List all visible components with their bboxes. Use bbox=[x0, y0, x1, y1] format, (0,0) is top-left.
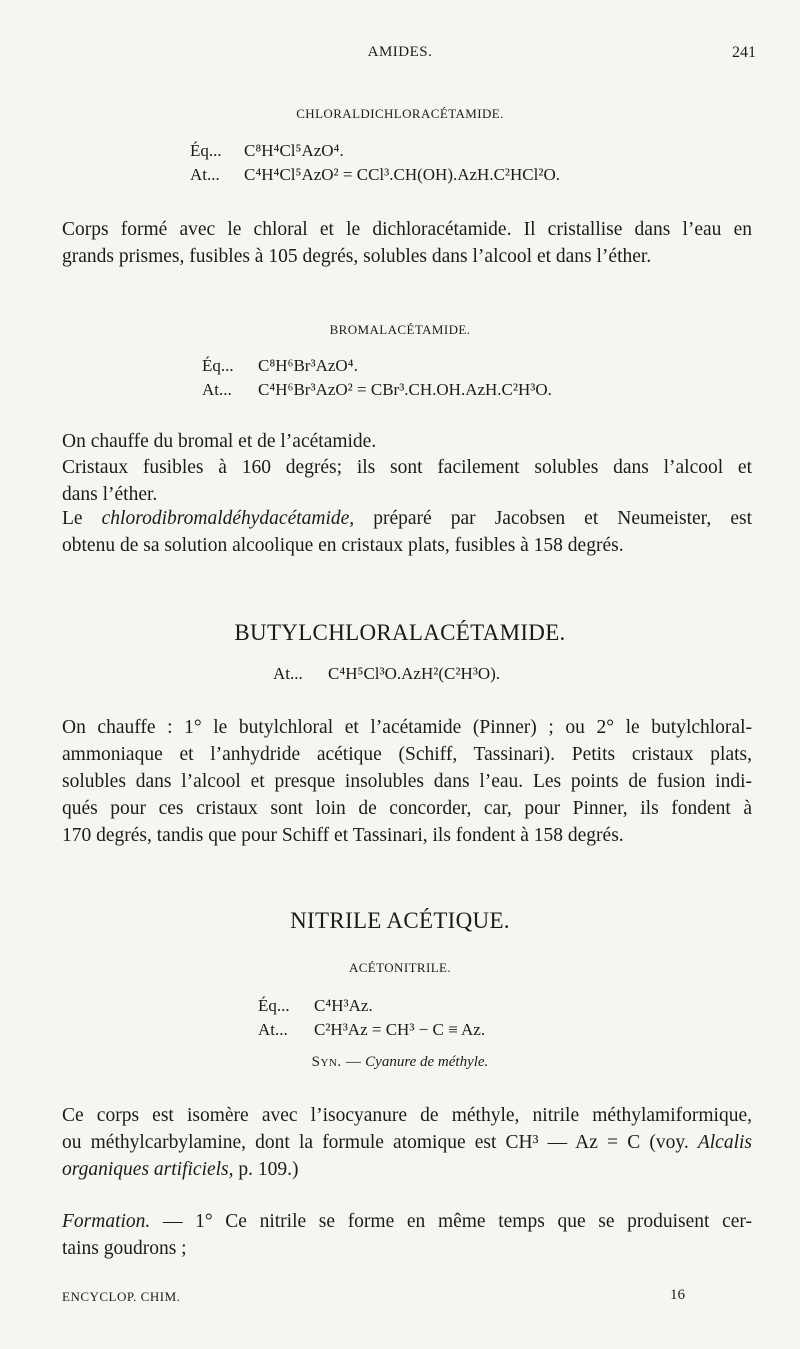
section-subtitle-acetonitrile: ACÉTONITRILE. bbox=[348, 960, 452, 975]
reference-italic: organiques artificiels, bbox=[62, 1159, 234, 1180]
text-span: ou méthylcarbylamine, dont la formule atomique est CH³ — Az = C (voy. bbox=[62, 1132, 689, 1153]
text-span: préparé par Jacobsen et Neumeister, est bbox=[373, 508, 752, 529]
paragraph-nitrile-formation bbox=[62, 1208, 752, 1262]
footer-sheet-number: 16 bbox=[670, 1287, 685, 1303]
text-line bbox=[62, 1208, 752, 1235]
paragraph-butyl bbox=[62, 714, 752, 849]
section-title-butylchloralacetamide: BUTYLCHLORALACÉTAMIDE. bbox=[234, 620, 566, 645]
compound-name-italic: chlorodibromaldéhydacétamide, bbox=[101, 508, 355, 529]
eq-formula: C⁸H⁶Br³AzO⁴. bbox=[258, 356, 358, 375]
text-line: qués pour ces cristaux sont loin de concorder, car, pour Pinner, ils fondent à bbox=[62, 798, 752, 819]
text-line: Corps formé avec le chloral et le dichloracétamide. Il cristallise dans l’eau en bbox=[62, 219, 752, 240]
eq-label: Éq... bbox=[202, 356, 234, 375]
eq-label: Éq... bbox=[258, 996, 290, 1015]
text-line bbox=[62, 505, 752, 532]
text-span: p. 109.) bbox=[238, 1159, 299, 1180]
at-formula: C⁴H⁴Cl⁵AzO² = CCl³.CH(OH).AzH.C²HCl²O. bbox=[244, 165, 560, 184]
synonym-line bbox=[0, 1054, 800, 1071]
text-line: 170 degrés, tandis que pour Schiff et Tassinari, ils fondent à 158 degrés. bbox=[62, 825, 624, 846]
text-line: ammoniaque et l’anhydride acétique (Schiff, Tassinari). Petits cristaux plats, bbox=[62, 744, 752, 765]
text-span: — 1° Ce nitrile se forme en même temps que se produisent cer- bbox=[162, 1211, 753, 1232]
at-label: At... bbox=[273, 664, 303, 683]
synonym-label: Syn. — bbox=[311, 1054, 362, 1070]
running-header: AMIDES. bbox=[367, 44, 433, 60]
text-line: On chauffe du bromal et de l’acétamide. bbox=[62, 431, 377, 452]
at-label: At... bbox=[202, 380, 232, 399]
eq-formula: C⁴H³Az. bbox=[314, 996, 373, 1015]
at-formula: C⁴H⁵Cl³O.AzH²(C²H³O). bbox=[328, 664, 501, 683]
text-line: tains goudrons ; bbox=[62, 1238, 187, 1259]
eq-formula: C⁸H⁴Cl⁵AzO⁴. bbox=[244, 141, 344, 160]
paragraph-bromal-1 bbox=[62, 428, 752, 455]
text-line bbox=[62, 1156, 752, 1183]
at-formula: C⁴H⁶Br³AzO² = CBr³.CH.OH.AzH.C²H³O. bbox=[258, 380, 552, 399]
text-line: On chauffe : 1° le butylchloral et l’acétamide (Pinner) ; ou 2° le butylchloral- bbox=[62, 717, 752, 738]
at-formula: C²H³Az = CH³ − C ≡ Az. bbox=[314, 1020, 486, 1039]
section-title-chloraldichloracetamide: CHLORALDICHLORACÉTAMIDE. bbox=[296, 106, 504, 121]
at-label: At... bbox=[190, 165, 220, 184]
paragraph-nitrile-1 bbox=[62, 1102, 752, 1183]
section-title-bromalacetamide: BROMALACÉTAMIDE. bbox=[329, 322, 471, 337]
paragraph-bromal-2 bbox=[62, 454, 752, 508]
at-label: At... bbox=[258, 1020, 288, 1039]
text-line: obtenu de sa solution alcoolique en cristaux plats, fusibles à 158 degrés. bbox=[62, 535, 624, 556]
text-line bbox=[62, 1129, 752, 1156]
paragraph-chloral bbox=[62, 216, 752, 270]
synonym-text: Cyanure de méthyle. bbox=[365, 1054, 489, 1070]
text-line: dans l’éther. bbox=[62, 484, 158, 505]
page-number: 241 bbox=[732, 44, 756, 61]
eq-label: Éq... bbox=[190, 141, 222, 160]
text-line: grands prismes, fusibles à 105 degrés, solubles dans l’alcool et dans l’éther. bbox=[62, 246, 652, 267]
formation-label: Formation. bbox=[62, 1211, 151, 1232]
text-line: solubles dans l’alcool et presque insolubles dans l’eau. Les points de fusion indi- bbox=[62, 771, 752, 792]
text-line: Ce corps est isomère avec l’isocyanure de méthyle, nitrile méthylamiformique, bbox=[62, 1105, 752, 1126]
reference-italic: Alcalis bbox=[697, 1132, 753, 1153]
section-title-nitrile-acetique: NITRILE ACÉTIQUE. bbox=[290, 908, 510, 933]
text-line: Cristaux fusibles à 160 degrés; ils sont facilement solubles dans l’alcool et bbox=[62, 457, 752, 478]
text-span: Le bbox=[62, 508, 83, 529]
footer-signature: ENCYCLOP. CHIM. bbox=[62, 1289, 181, 1304]
paragraph-bromal-3 bbox=[62, 505, 752, 559]
